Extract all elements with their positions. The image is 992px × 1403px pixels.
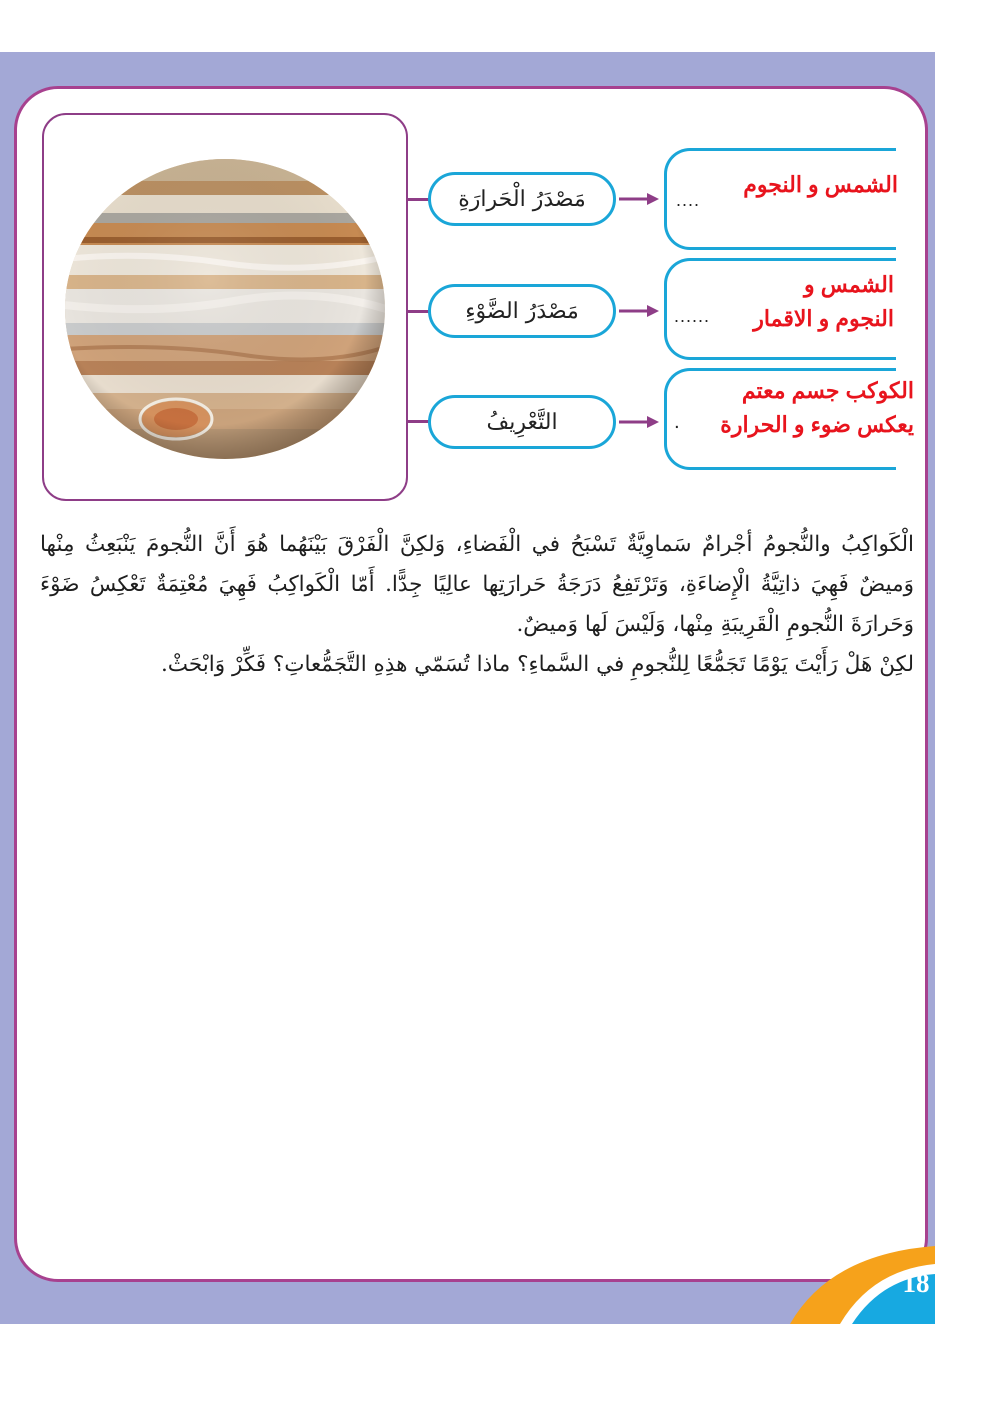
planet-image-frame: [42, 113, 408, 501]
answer-line: الكوكب جسم معتم: [741, 378, 914, 403]
label-pill-light-source: [428, 284, 616, 338]
right-arrow-icon: [619, 305, 659, 317]
jupiter-planet-image: [64, 159, 386, 459]
connector-line: [408, 198, 430, 201]
answer-line: يعكس ضوء و الحرارة: [720, 412, 914, 437]
answer-text: [743, 168, 898, 202]
answer-text: [753, 268, 894, 336]
right-arrow-icon: [619, 416, 659, 428]
page-number: 18: [902, 1268, 930, 1298]
answer-text: [720, 374, 914, 442]
body-paragraph: [40, 525, 914, 685]
label-text: مَصْدَرُ الْحَرارَةِ: [458, 186, 586, 212]
label-pill-definition: [428, 395, 616, 449]
answer-line: الشمس و: [804, 272, 894, 297]
answer-line: الشمس و النجوم: [743, 172, 898, 197]
label-pill-heat-source: [428, 172, 616, 226]
answer-placeholder-dots: ....: [676, 190, 701, 210]
label-text: التَّعْرِيفُ: [486, 409, 558, 435]
connector-line: [408, 420, 430, 423]
label-text: مَصْدَرُ الضَّوْءِ: [465, 298, 579, 324]
paragraph-text: الْكَواكِبُ والنُّجومُ أجْرامٌ سَماوِيَّةٌ تَسْبَحُ في الْفَضاءِ، وَلكِنَّ الْفَرْقَ بَيْنَهُما هُوَ أَنَّ النُّجومَ يَنْبَعِثُ مِنْها وَميضٌ فَهِيَ ذاتِيَّةُ الْإِضاءَةِ، وَتَرْتَفِعُ دَرَجَةُ حَرارَتِها عالِيًا جِدًّا. أَمّا الْكَواكِبُ فَهِيَ مُعْتِمَةٌ تَعْكِسُ ضَوْءَ وَحَرارَةَ النُّجومِ الْقَرِيبَةِ مِنْها، وَلَيْسَ لَها وَميضٌ.: [40, 532, 914, 637]
right-arrow-icon: [619, 193, 659, 205]
answer-line: النجوم و الاقمار: [753, 306, 894, 331]
answer-placeholder-dots: ٠: [672, 416, 682, 436]
connector-line: [408, 310, 430, 313]
answer-placeholder-dots: ......: [674, 306, 711, 326]
paragraph-text: لكِنْ هَلْ رَأَيْتَ يَوْمًا تَجَمُّعًا لِلنُّجومِ في السَّماءِ؟ ماذا تُسَمّي هذِهِ التَّجَمُّعاتِ؟ فَكِّرْ وَابْحَثْ.: [160, 652, 914, 677]
